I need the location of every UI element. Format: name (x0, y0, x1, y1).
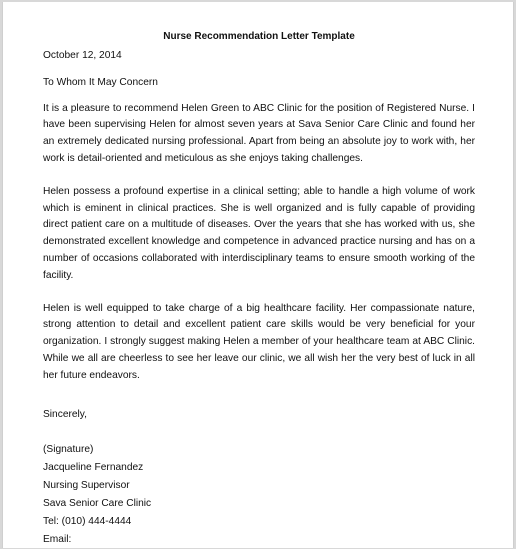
signer-name: Jacqueline Fernandez (43, 462, 144, 474)
signer-title: Nursing Supervisor (43, 480, 130, 492)
signer-organization: Sava Senior Care Clinic (43, 498, 152, 510)
signer-email: Email: (43, 534, 72, 546)
signature-block (43, 441, 475, 549)
paragraph-expertise: Helen possess a profound expertise in a clinical setting; able to handle a high volume of work which is eminent in clinical practices. She is well organized and is fully capable of providing direct patient care on a multitude of diseases. Over the years that she has worked with us, she demonstrated excellent knowledge and competence in advanced practice nursing and has on a number of occasions collaborated with interdisciplinary teams to ensure smooth working of the facility. (43, 185, 475, 281)
letter-salutation: To Whom It May Concern (43, 76, 158, 88)
document-page (2, 2, 514, 548)
signer-phone: Tel: (010) 444-4444 (43, 516, 132, 528)
letter-date: October 12, 2014 (43, 50, 122, 61)
letter-body (43, 30, 475, 549)
document-title: Nurse Recommendation Letter Template (163, 31, 355, 42)
paragraph-introduction: It is a pleasure to recommend Helen Green to ABC Clinic for the position of Registered Nurse. I have been supervising Helen for almost seven years at Sava Senior Care Clinic and found her an extremely dedicated nursing professional. Apart from being an absolute joy to work with, her work is detail-oriented and meticulous as she enjoys taking challenges. (43, 102, 475, 164)
signature-placeholder: (Signature) (43, 444, 94, 456)
paragraph-recommendation: Helen is well equipped to take charge of a big healthcare facility. Her compassionate nature, strong attention to detail and excellent patient care skills would be very beneficial for your organization. I strongly suggest making Helen a member of your healthcare team at ABC Clinic. While we all are cheerless to see her leave our clinic, we all wish her the very best of luck in all her future endeavors. (43, 302, 475, 381)
letter-closing: Sincerely, (43, 408, 87, 420)
